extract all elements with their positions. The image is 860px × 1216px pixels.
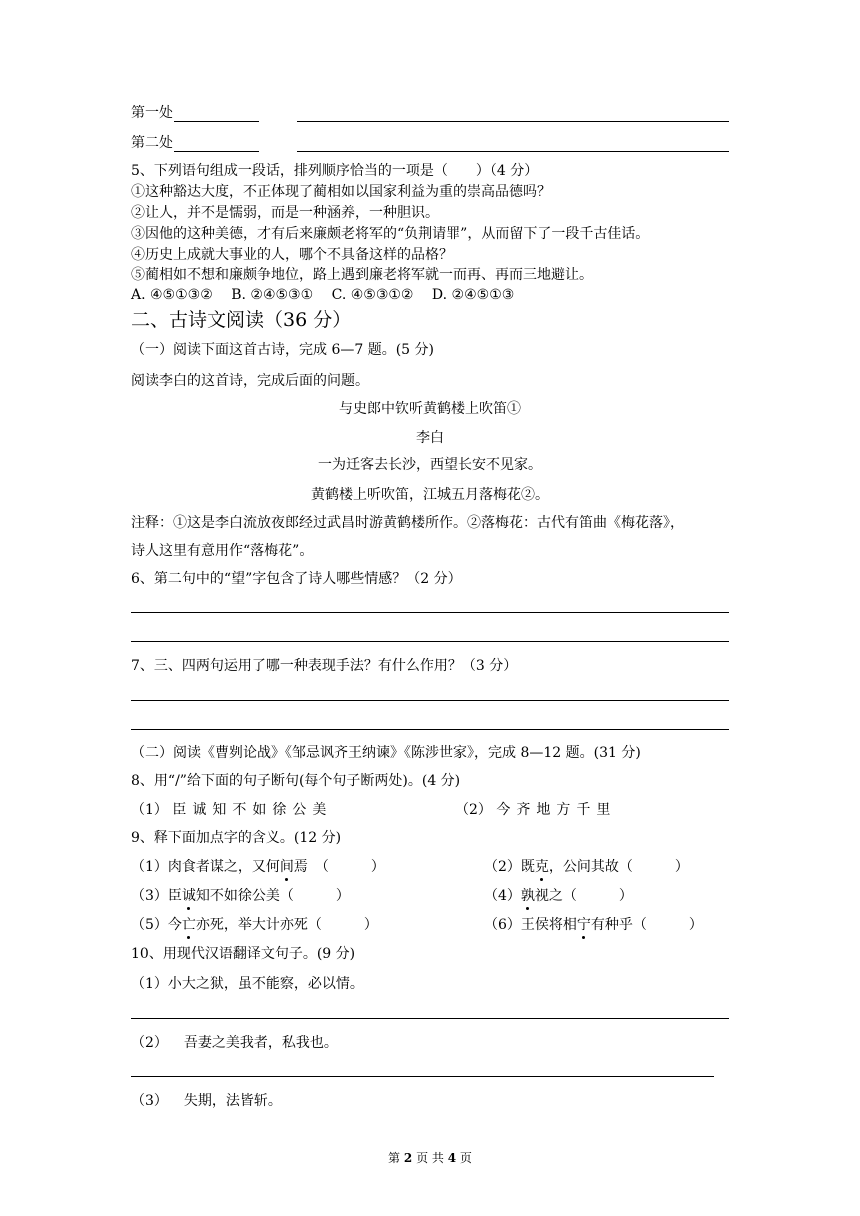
q10-2-answer-line[interactable]	[131, 1076, 714, 1077]
poem-title: 与史郎中钦听黄鹤楼上吹笛①	[339, 401, 521, 417]
fill-line-second-label: 第二处	[131, 135, 173, 151]
fill-blank-short-1[interactable]	[174, 121, 259, 122]
q9-item-6: （6）王侯将相宁有种乎（ ）	[484, 917, 703, 933]
q5-stem: 5、下列语句组成一段话，排列顺序恰当的一项是（ ）（4 分）	[131, 163, 539, 179]
dotted-char: 亡	[181, 917, 196, 933]
dotted-char: 宁	[576, 917, 591, 933]
q10-1-answer-line[interactable]	[131, 1018, 729, 1019]
dotted-char: 孰	[520, 888, 535, 904]
q9-item-1: （1）肉食者谋之，又何间焉 （ ）	[131, 859, 385, 875]
q5-options: A. ④⑤①③② B. ②④⑤③① C. ④⑤③①② D. ②④⑤①③	[131, 287, 515, 303]
q6-answer-line-1[interactable]	[131, 612, 729, 613]
section-2-part-2-instruction: （二）阅读《曹刿论战》《邹忌讽齐王纳谏》《陈涉世家》，完成 8—12 题。(31 分)	[131, 745, 641, 761]
q10-stem: 10、用现代汉语翻译文句子。(9 分)	[131, 946, 356, 962]
q8-item-2: （2） 今齐地方千里	[455, 802, 617, 818]
q5-sentence-4: ④历史上成就大事业的人，哪个不具备这样的品格？	[131, 247, 453, 263]
q7-answer-line-2[interactable]	[131, 729, 729, 730]
current-page-number: 2	[403, 1151, 413, 1165]
poem-author: 李白	[416, 430, 444, 446]
fill-blank-short-2[interactable]	[174, 151, 259, 152]
poem-line-1: 一为迁客去长沙，西望长安不见家。	[318, 457, 542, 473]
poem-line-2: 黄鹤楼上听吹笛，江城五月落梅花②。	[311, 487, 549, 503]
q7-stem: 7、三、四两句运用了哪一种表现手法？有什么作用？（3 分）	[131, 658, 518, 674]
fill-line-first-label: 第一处	[131, 105, 173, 121]
q9-stem: 9、释下面加点字的含义。(12 分)	[131, 830, 342, 846]
fill-blank-long-2[interactable]	[297, 151, 729, 152]
poem-note-line-1: 注释：①这是李白流放夜郎经过武昌时游黄鹤楼所作。②落梅花：古代有笛曲《梅花落》，	[131, 515, 684, 531]
dotted-char: 诚	[181, 888, 196, 904]
q9-item-5: （5）今亡亦死，举大计亦死（ ）	[131, 917, 378, 933]
q10-item-1: （1）小大之狱，虽不能察，必以情。	[131, 976, 364, 992]
q6-stem: 6、第二句中的“望”字包含了诗人哪些情感？（2 分）	[131, 571, 462, 587]
q7-answer-line-1[interactable]	[131, 700, 729, 701]
poem-intro: 阅读李白的这首诗，完成后面的问题。	[131, 373, 369, 389]
total-page-number: 4	[447, 1151, 457, 1165]
q5-sentence-3: ③因他的这种美德，才有后来廉颇老将军的“负荆请罪”，从而留下了一段千古佳话。	[131, 226, 650, 242]
section-2-part-1-instruction: （一）阅读下面这首古诗，完成 6—7 题。(5 分)	[131, 342, 434, 358]
q9-item-4: （4）孰视之（ ）	[484, 888, 633, 904]
fill-blank-long-1[interactable]	[297, 121, 729, 122]
q5-sentence-5: ⑤蔺相如不想和廉颇争地位，路上遇到廉老将军就一而再、再而三地避让。	[131, 267, 593, 283]
q5-sentence-2: ②让人，并不是懦弱，而是一种涵养，一种胆识。	[131, 205, 439, 221]
q9-item-3: （3）臣诚知不如徐公美（ ）	[131, 888, 350, 904]
dotted-char: 间	[279, 859, 294, 875]
q6-answer-line-2[interactable]	[131, 641, 729, 642]
dotted-char: 克	[534, 859, 549, 875]
q8-item-1: （1） 臣诚知不如徐公美	[131, 802, 333, 818]
q10-item-3: （3） 失期，法皆斩。	[131, 1093, 282, 1109]
poem-note-line-2: 诗人这里有意用作“落梅花”。	[131, 543, 314, 559]
q5-sentence-1: ①这种豁达大度，不正体现了蔺相如以国家利益为重的崇高品德吗？	[131, 184, 551, 200]
q8-stem: 8、用“/”给下面的句子断句(每个句子断两处)。(4 分)	[131, 773, 461, 789]
section-2-title: 二、古诗文阅读（36 分）	[131, 309, 352, 331]
q9-item-2: （2）既克，公问其故（ ）	[484, 859, 689, 875]
page-footer: 第 2 页 共 4 页	[388, 1151, 472, 1165]
q10-item-2: （2） 吾妻之美我者，私我也。	[131, 1035, 338, 1051]
